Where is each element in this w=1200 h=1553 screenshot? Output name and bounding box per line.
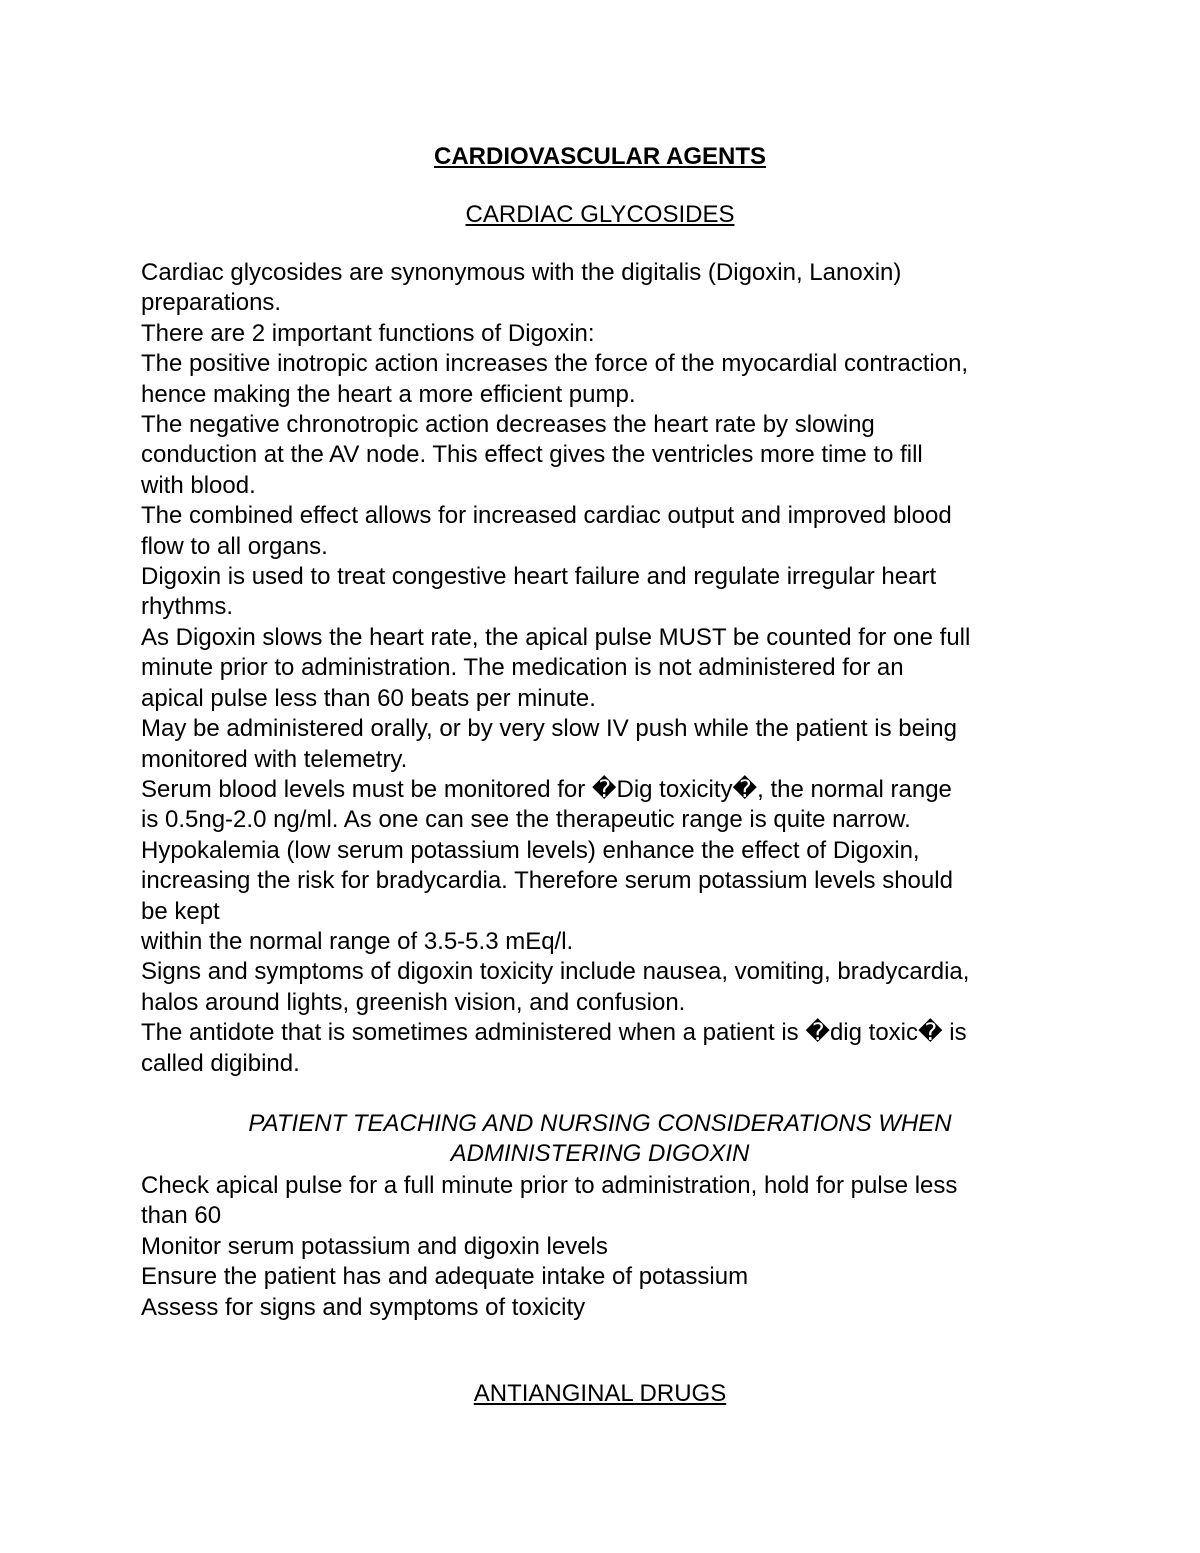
body-line: minute prior to administration. The medication is not administered for an (141, 654, 904, 682)
body-line: The positive inotropic action increases the force of the myocardial contraction, (141, 350, 969, 378)
body-line: conduction at the AV node. This effect gives the ventricles more time to fill (141, 441, 923, 469)
list-item: Monitor serum potassium and digoxin levels (141, 1232, 608, 1260)
body-line: monitored with telemetry. (141, 745, 408, 773)
document-title: CARDIOVASCULAR AGENTS (433, 143, 766, 170)
body-line: with blood. (141, 471, 256, 499)
body-line: be kept (141, 897, 220, 925)
body-line: preparations. (141, 289, 282, 317)
body-line: is 0.5ng-2.0 ng/ml. As one can see the therapeutic range is quite narrow. (141, 806, 911, 834)
teaching-list (141, 1171, 1071, 1323)
body-line: The negative chronotropic action decreases the heart rate by slowing (141, 411, 875, 439)
body-line: apical pulse less than 60 beats per minute. (141, 684, 596, 712)
section-heading-patient-teaching (0, 1109, 1200, 1170)
body-line: increasing the risk for bradycardia. Therefore serum potassium levels should (141, 867, 953, 895)
list-item: Ensure the patient has and adequate intake of potassium (141, 1263, 749, 1291)
body-line: Digoxin is used to treat congestive heart failure and regulate irregular heart (141, 563, 937, 591)
body-line: Signs and symptoms of digoxin toxicity include nausea, vomiting, bradycardia, (141, 958, 970, 986)
body-line: The antidote that is sometimes administered when a patient is �dig toxic� is (141, 1019, 967, 1047)
body-line: Hypokalemia (low serum potassium levels) enhance the effect of Digoxin, (141, 836, 920, 864)
body-line: The combined effect allows for increased cardiac output and improved blood (141, 502, 952, 530)
list-item: Check apical pulse for a full minute prior to administration, hold for pulse less (141, 1172, 958, 1199)
body-line: May be administered orally, or by very slow IV push while the patient is being (141, 715, 957, 743)
body-line: Cardiac glycosides are synonymous with the digitalis (Digoxin, Lanoxin) (141, 259, 902, 286)
body-line: hence making the heart a more efficient pump. (141, 380, 636, 408)
body-line: called digibind. (141, 1049, 300, 1077)
body-text (141, 258, 1071, 1079)
body-line: halos around lights, greenish vision, and confusion. (141, 988, 686, 1016)
section-heading-cardiac-glycosides: CARDIAC GLYCOSIDES (465, 201, 735, 228)
section-heading-antianginal-drugs: ANTIANGINAL DRUGS (473, 1380, 727, 1407)
body-line: within the normal range of 3.5-5.3 mEq/l. (141, 927, 574, 955)
heading-line: PATIENT TEACHING AND NURSING CONSIDERATIONS WHEN (248, 1110, 952, 1137)
body-line: Serum blood levels must be monitored for �Dig toxicity�, the normal range (141, 775, 952, 803)
body-line: rhythms. (141, 593, 234, 621)
heading-line: ADMINISTERING DIGOXIN (450, 1140, 750, 1168)
list-item: than 60 (141, 1202, 222, 1230)
body-line: There are 2 important functions of Digoxin: (141, 319, 595, 347)
list-item: Assess for signs and symptoms of toxicity (141, 1293, 586, 1321)
body-line: As Digoxin slows the heart rate, the apical pulse MUST be counted for one full (141, 623, 971, 651)
body-line: flow to all organs. (141, 532, 328, 560)
